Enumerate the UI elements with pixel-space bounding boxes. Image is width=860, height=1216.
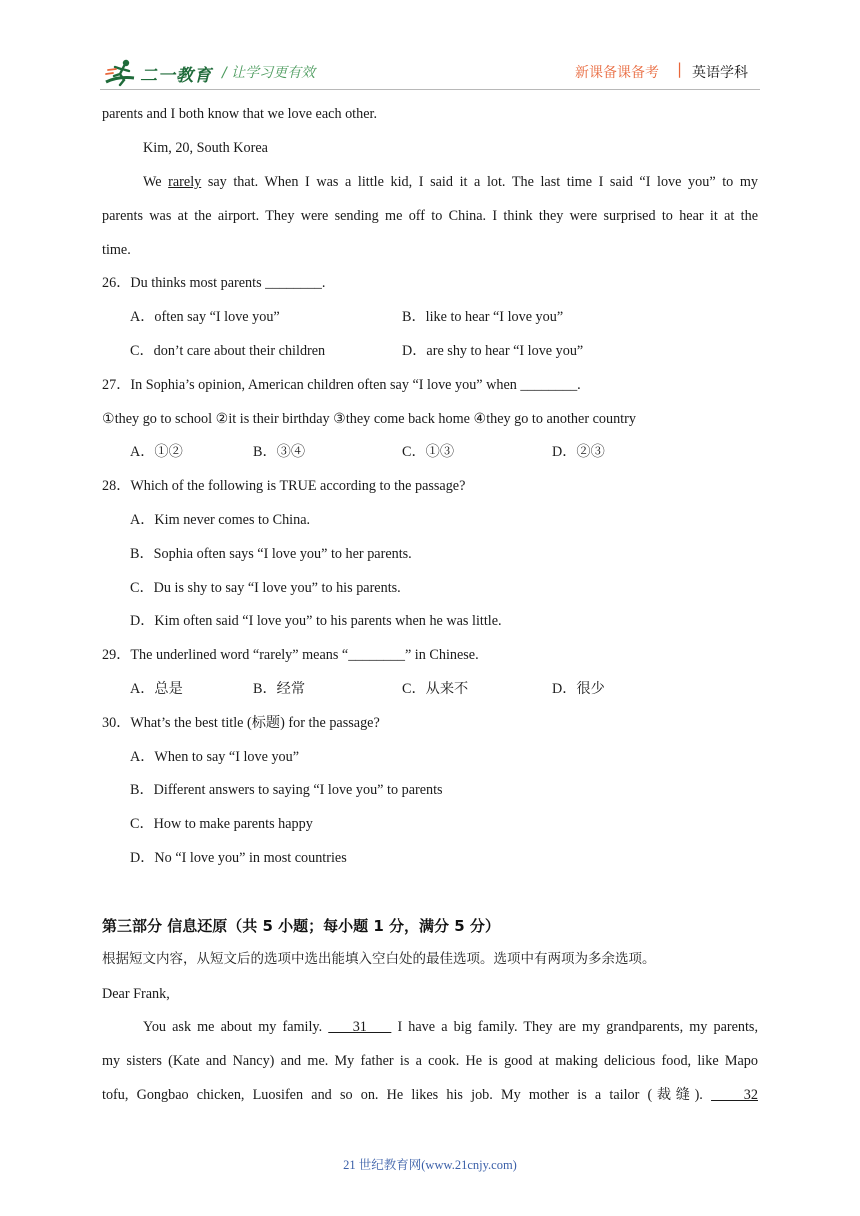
question-30-option-d: D．No “I love you” in most countries	[130, 850, 347, 866]
letter-greeting: Dear Frank,	[102, 986, 170, 1002]
underlined-word: rarely	[168, 174, 202, 190]
passage-line: parents and I both know that we love each other.	[102, 106, 377, 122]
blank-31: 31	[328, 1019, 392, 1035]
question-28-option-b: B．Sophia often says “I love you” to her parents.	[130, 546, 412, 562]
question-28-stem: 28．Which of the following is TRUE according to the passage?	[102, 478, 466, 494]
runner-logo-icon	[104, 58, 140, 88]
question-30-stem: 30．What’s the best title (标题) for the passage?	[102, 715, 380, 731]
question-28-option-d: D．Kim often said “I love you” to his parents when he was little.	[130, 613, 502, 629]
logo	[104, 58, 214, 88]
header-slogan: / 让学习更有效	[222, 65, 316, 81]
header-separator: |	[677, 60, 683, 78]
logo-text: 二一教育	[140, 66, 212, 86]
question-26-option-d: D．are shy to hear “I love you”	[402, 343, 584, 359]
question-30-option-a: A．When to say “I love you”	[130, 749, 300, 765]
question-26-option-b: B．like to hear “I love you”	[402, 309, 564, 325]
blank-32: 32	[711, 1087, 758, 1103]
section-title: 第三部分 信息还原（共 5 小题；每小题 1 分，满分 5 分）	[102, 917, 500, 935]
letter-line: my sisters (Kate and Nancy) and me. My father is a cook. He is good at making delicious food, like Mapo	[102, 1053, 758, 1069]
question-28-option-a: A．Kim never comes to China.	[130, 512, 311, 528]
question-27-option-a: A．①②	[130, 444, 183, 460]
header-divider	[100, 89, 760, 90]
question-26-option-a: A．often say “I love you”	[130, 309, 280, 325]
header-course-label: 新课备课备考	[575, 65, 659, 81]
passage-paragraph-line: time.	[102, 242, 131, 258]
section-instruction: 根据短文内容，从短文后的选项中选出能填入空白处的最佳选项。选项中有两项为多余选项。	[102, 951, 656, 967]
passage-speaker: Kim, 20, South Korea	[143, 140, 268, 156]
question-26-stem: 26．Du thinks most parents ________.	[102, 275, 326, 291]
question-27-option-c: C．①③	[402, 444, 455, 460]
question-29-option-d: D．很少	[552, 681, 605, 697]
question-27-choices: ①they go to school ②it is their birthday ③they come back home ④they go to another country	[102, 411, 636, 427]
header-subject-label: 英语学科	[692, 65, 748, 81]
passage-paragraph-line: parents was at the airport. They were sending me off to China. I think they were surprised to hear it at the	[102, 208, 758, 224]
question-26-option-c: C．don’t care about their children	[130, 343, 326, 359]
question-30-option-c: C．How to make parents happy	[130, 816, 313, 832]
page-header	[0, 0, 860, 100]
question-29-option-b: B．经常	[253, 681, 306, 697]
letter-line: You ask me about my family. 31 I have a big family. They are my grandparents, my parents,	[143, 1019, 758, 1035]
page-footer: 21 世纪教育网(www.21cnjy.com)	[343, 1158, 517, 1172]
question-28-option-c: C．Du is shy to say “I love you” to his parents.	[130, 580, 401, 596]
letter-line: tofu, Gongbao chicken, Luosifen and so on. He likes his job. My mother is a tailor (裁缝). 32	[102, 1087, 758, 1103]
question-29-option-c: C．从来不	[402, 681, 469, 697]
question-29-option-a: A．总是	[130, 681, 183, 697]
question-27-option-b: B．③④	[253, 444, 306, 460]
question-30-option-b: B．Different answers to saying “I love you” to parents	[130, 782, 443, 798]
question-29-stem: 29．The underlined word “rarely” means “________” in Chinese.	[102, 647, 479, 663]
passage-paragraph-line: We rarely say that. When I was a little kid, I said it a lot. The last time I said “I love you” to my	[143, 174, 758, 190]
question-27-option-d: D．②③	[552, 444, 605, 460]
question-27-stem: 27．In Sophia’s opinion, American children often say “I love you” when ________.	[102, 377, 581, 393]
